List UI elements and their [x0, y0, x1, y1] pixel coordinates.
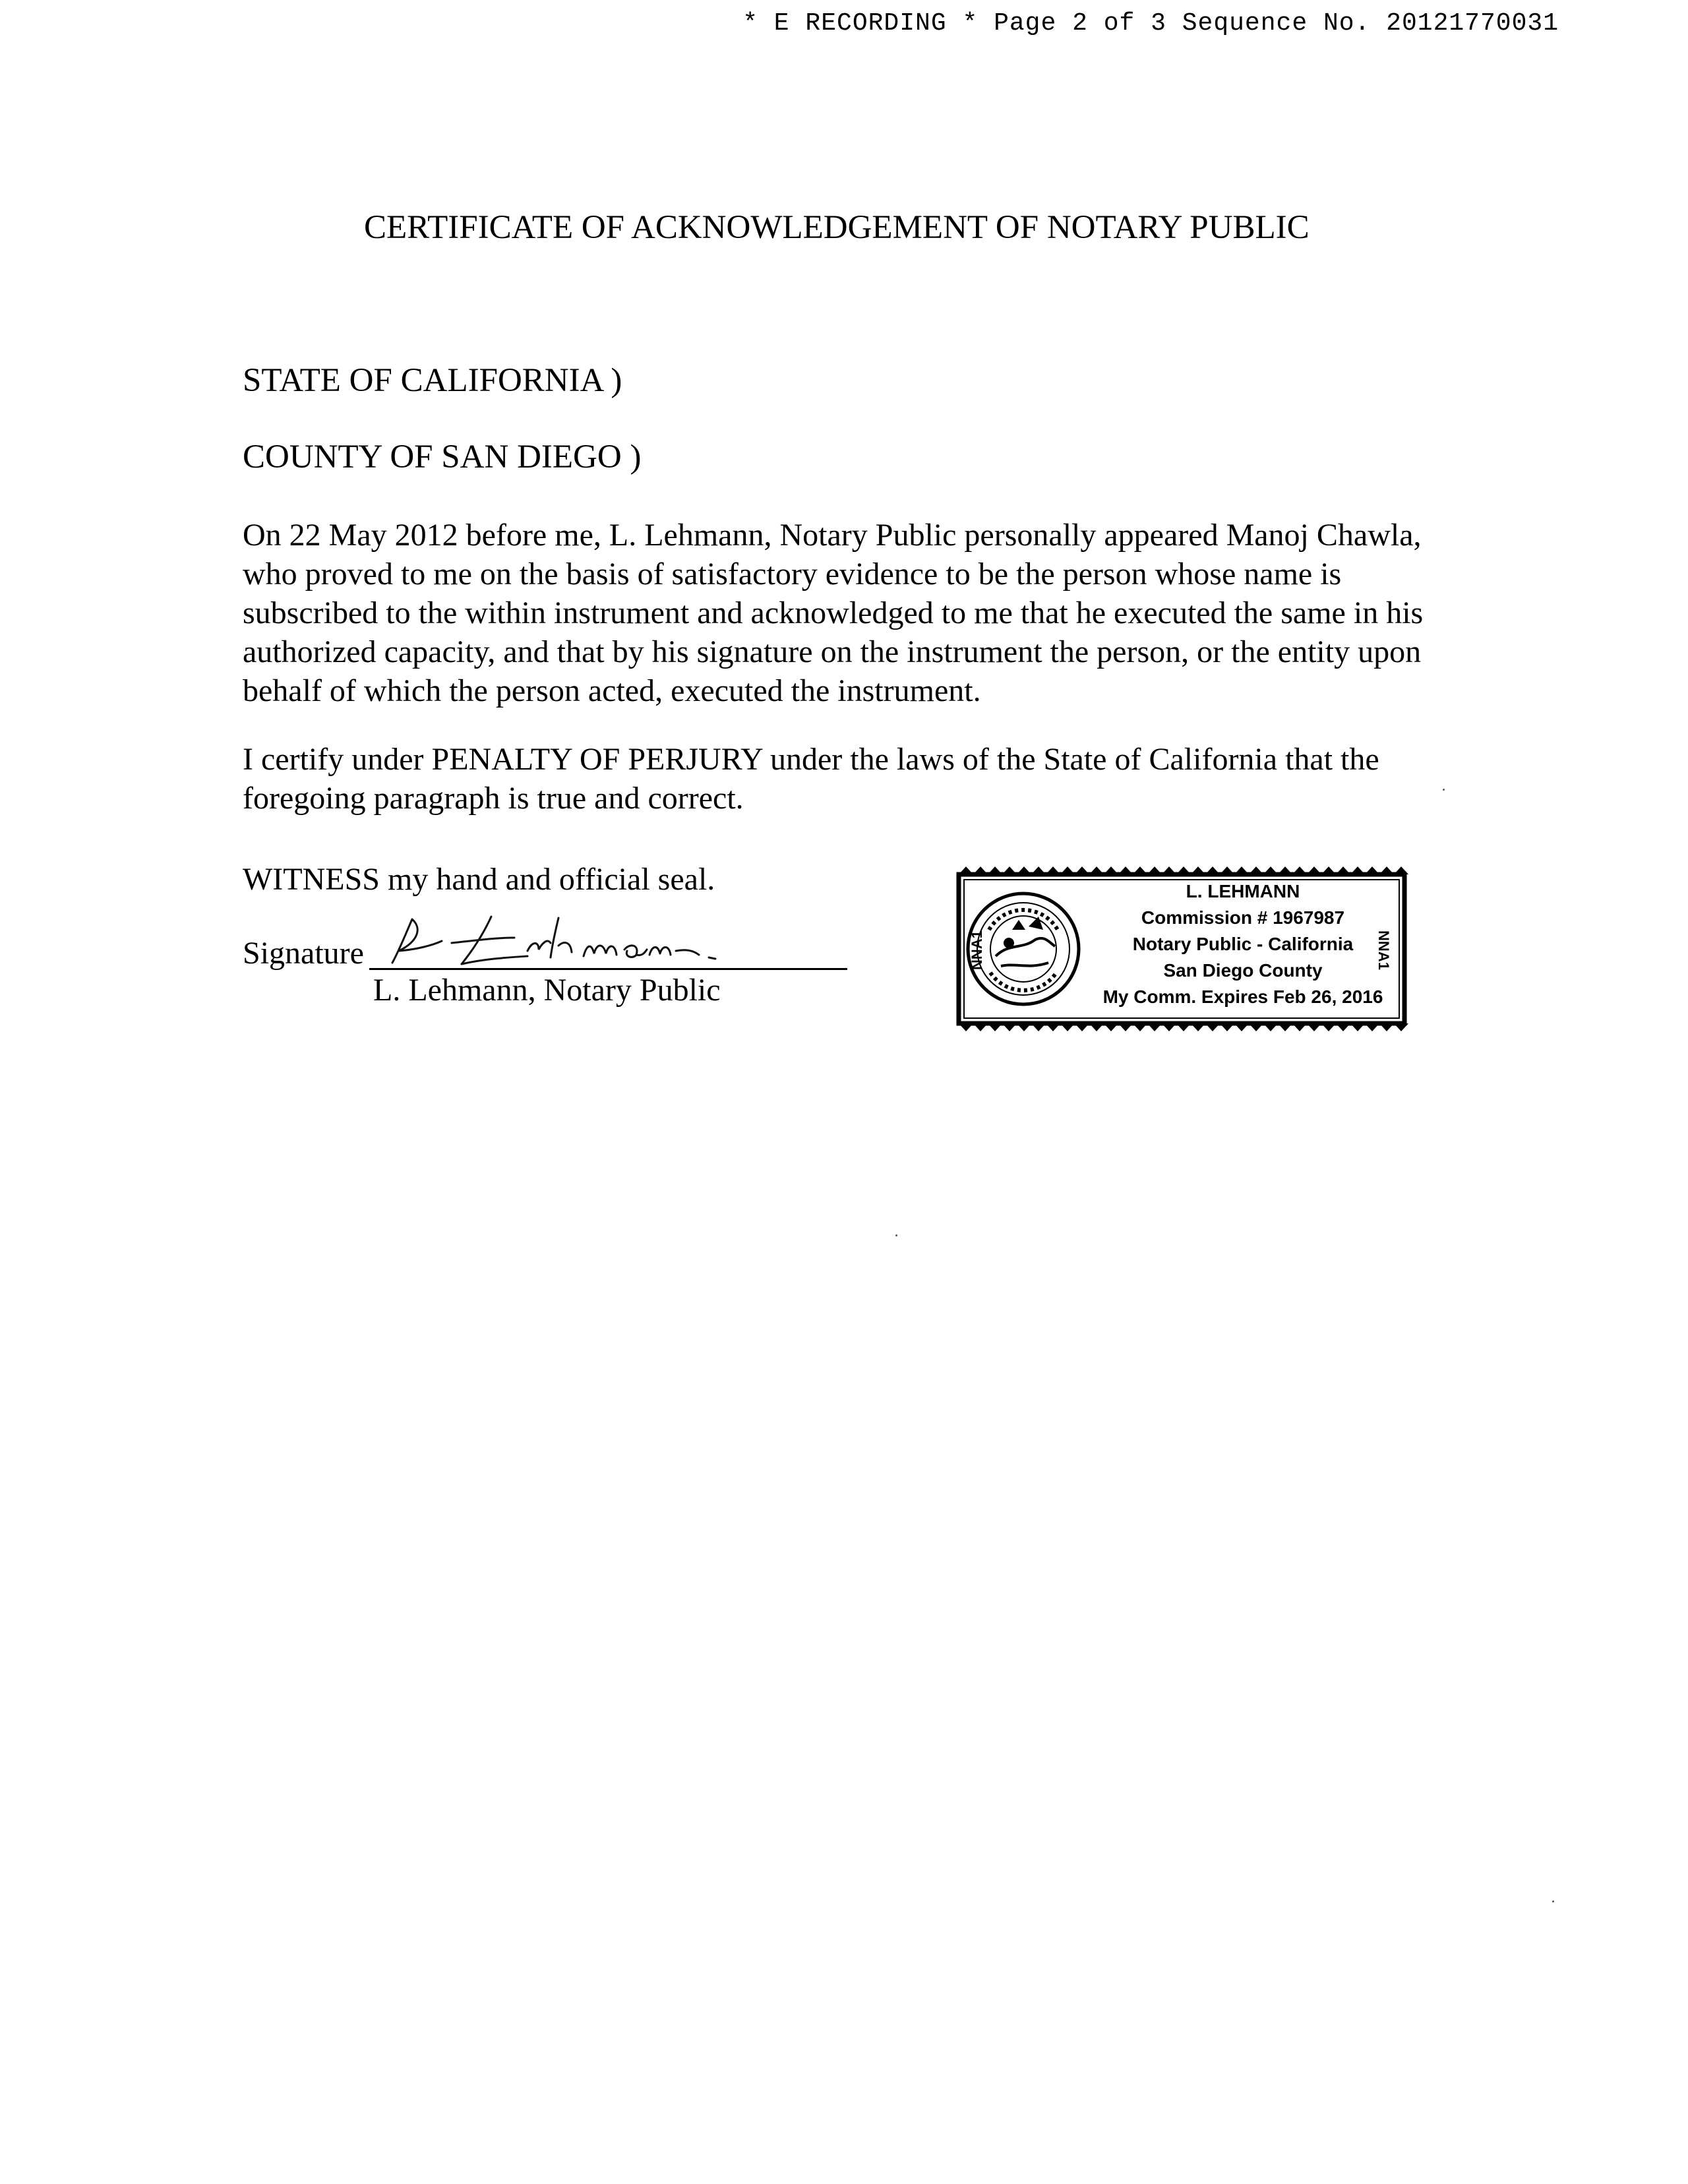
signer-name: L. Lehmann, Notary Public	[373, 973, 721, 1008]
stamp-expiration: My Comm. Expires Feb 26, 2016	[1102, 986, 1383, 1007]
state-line: STATE OF CALIFORNIA )	[243, 362, 622, 399]
handwritten-signature	[386, 905, 755, 971]
notary-stamp	[950, 864, 1414, 1034]
stamp-title: Notary Public - California	[1132, 934, 1354, 954]
county-line: COUNTY OF SAN DIEGO )	[243, 439, 642, 475]
certify-paragraph: I certify under PENALTY OF PERJURY under the laws of the State of California that the foregoing paragraph is true and correct.	[243, 742, 1379, 816]
scan-speck	[1552, 1900, 1554, 1902]
witness-line: WITNESS my hand and official seal.	[243, 862, 715, 897]
scan-speck	[895, 1234, 897, 1236]
scan-speck	[1443, 789, 1445, 791]
acknowledgement-paragraph: On 22 May 2012 before me, L. Lehmann, Notary Public personally appeared Manoj Chawla, who proved to me on the basis of satisfactory evidence to be the person whose name is subscribed to the within instrument and acknowledged to me that he executed the same in his authorized capacity, and that by his signature on the instrument the person, or the entity upon behalf of which the person acted, executed the instrument.	[243, 518, 1424, 708]
stamp-commission: Commission # 1967987	[1141, 907, 1345, 928]
stamp-side-mark-left: NNA1	[968, 930, 985, 970]
signature-line	[369, 968, 847, 970]
stamp-county: San Diego County	[1163, 960, 1323, 981]
recording-header: * E RECORDING * Page 2 of 3 Sequence No. 20121770031	[742, 9, 1559, 38]
document-title: CERTIFICATE OF ACKNOWLEDGEMENT OF NOTARY PUBLIC	[364, 209, 1310, 246]
stamp-notary-name: L. LEHMANN	[1186, 881, 1300, 901]
stamp-text-block	[1081, 878, 1404, 1010]
stamp-side-mark-right: NNA1	[1375, 930, 1392, 970]
signature-label: Signature	[243, 936, 364, 971]
